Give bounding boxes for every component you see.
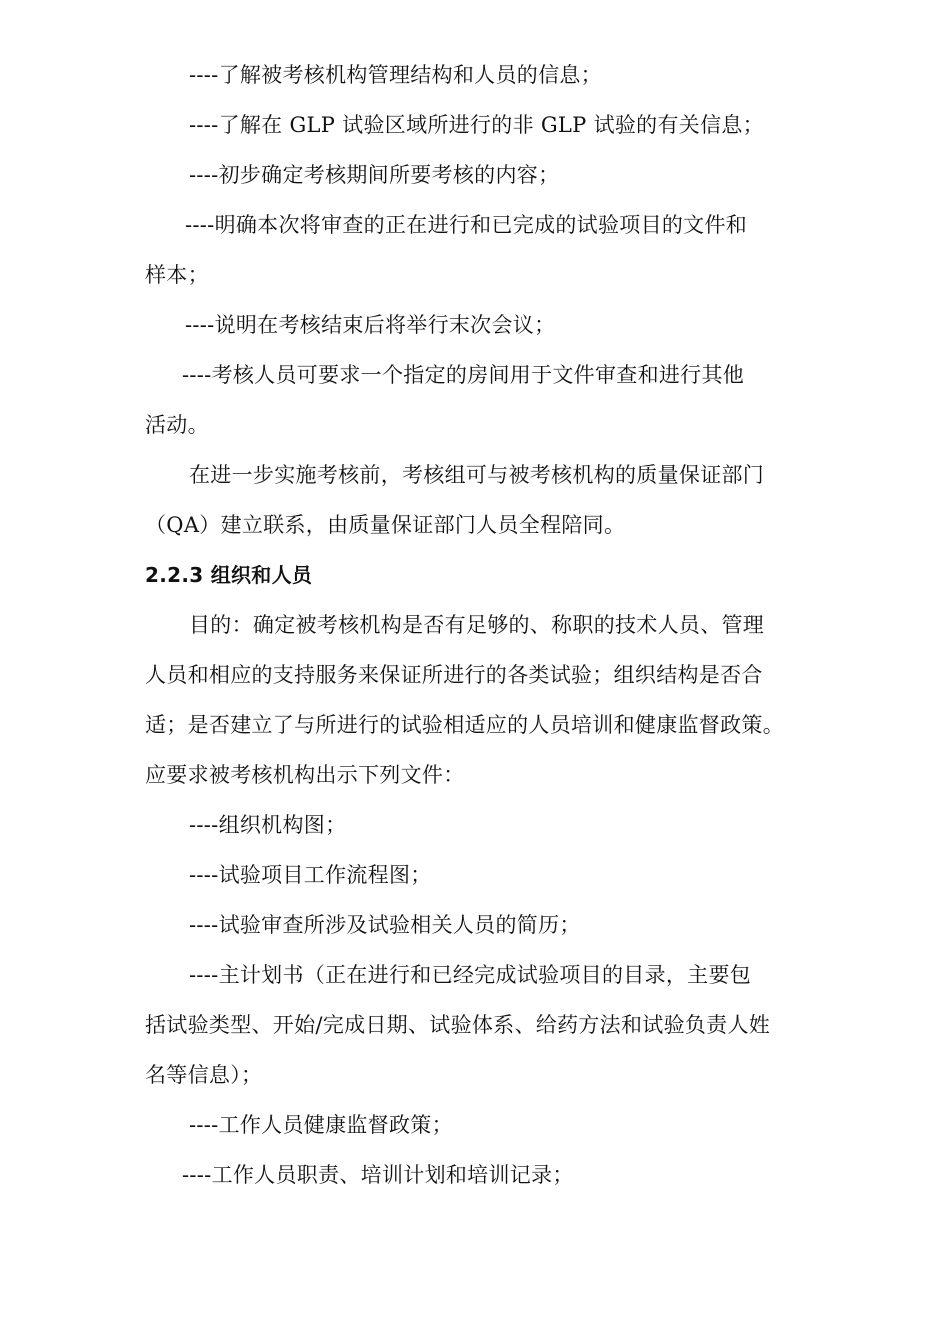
text-line: 名等信息）； [145,1063,263,1087]
text-line: ----工作人员职责、培训计划和培训记录； [182,1163,574,1187]
text-line: 人员和相应的支持服务来保证所进行的各类试验；组织结构是否合 [145,663,763,687]
text-line: 应要求被考核机构出示下列文件： [145,763,465,787]
text-line: ----试验项目工作流程图； [189,863,432,887]
text-line: ----试验审查所涉及试验相关人员的简历； [189,913,581,937]
text-line: 样本； [145,263,209,287]
text-line: 目的：确定被考核机构是否有足够的、称职的技术人员、管理 [189,613,765,637]
text-line: 括试验类型、开始/完成日期、试验体系、给药方法和试验负责人姓 [145,1013,771,1037]
text-line: ----主计划书（正在进行和已经完成试验项目的目录，主要包 [189,963,752,987]
text-line: ----考核人员可要求一个指定的房间用于文件审查和进行其他 [182,363,745,387]
text-line: ----初步确定考核期间所要考核的内容； [189,163,560,187]
text-line: （QA）建立联系，由质量保证部门人员全程陪同。 [145,513,626,537]
text-line: ----了解被考核机构管理结构和人员的信息； [189,63,602,87]
text-line: ----明确本次将审查的正在进行和已完成的试验项目的文件和 [185,213,748,237]
text-line: ----说明在考核结束后将举行末次会议； [185,313,556,337]
text-line: 在进一步实施考核前，考核组可与被考核机构的质量保证部门 [189,463,765,487]
text-line: ----组织机构图； [189,813,347,837]
text-line: ----了解在 GLP 试验区域所进行的非 GLP 试验的有关信息； [189,113,764,137]
text-line: ----工作人员健康监督政策； [189,1113,453,1137]
text-line: 适；是否建立了与所进行的试验相适应的人员培训和健康监督政策。 [145,713,784,737]
section-heading: 2.2.3 组织和人员 [145,563,313,587]
text-line: 活动。 [145,413,209,437]
